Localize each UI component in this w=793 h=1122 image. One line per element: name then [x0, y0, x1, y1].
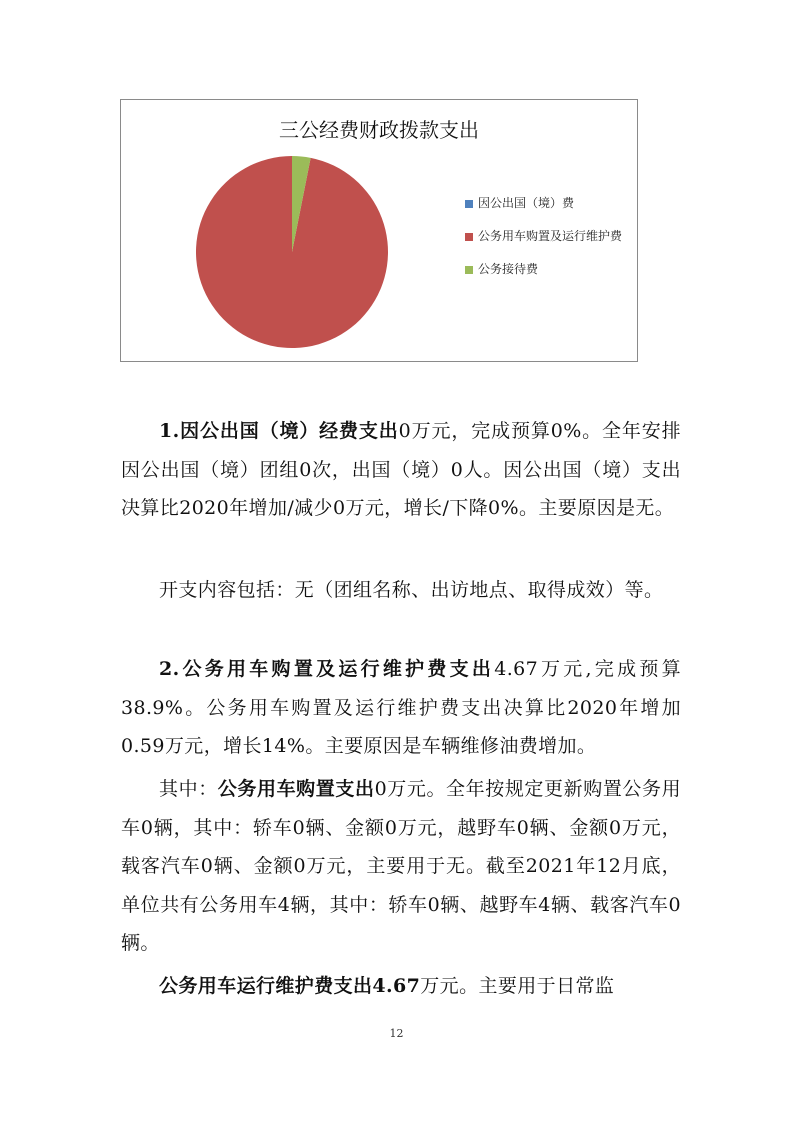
chart-title: 三公经费财政拨款支出	[279, 118, 479, 142]
legend-swatch-reception	[465, 266, 473, 274]
paragraph-vehicle	[121, 650, 681, 766]
paragraph-vehicle-text: 4.67万元,完成预算38.9%。公务用车购置及运行维护费支出决算比2020年增加0.59万元，增长14%。主要原因是车辆维修油费增加。	[121, 658, 681, 757]
paragraph-vehicle-maintenance	[121, 967, 681, 1006]
legend-label-vehicle: 公务用车购置及运行维护费	[478, 229, 623, 243]
paragraph-vehicle-maintenance-text: 万元。主要用于日常监	[420, 975, 615, 997]
legend-label-reception: 公务接待费	[478, 262, 539, 276]
heading-vehicle-maintenance: 公务用车运行维护费支出4.67	[159, 975, 421, 997]
paragraph-overseas	[121, 412, 681, 528]
heading-vehicle-purchase: 公务用车购置支出	[217, 778, 375, 800]
page-number: 12	[389, 1027, 404, 1040]
paragraph-vehicle-purchase-prefix: 其中：	[159, 778, 218, 800]
pie-chart	[120, 99, 638, 362]
legend-label-overseas: 因公出国（境）费	[478, 196, 575, 210]
chart-legend	[465, 196, 635, 295]
legend-item-vehicle	[465, 229, 635, 244]
legend-swatch-overseas	[465, 200, 473, 208]
heading-vehicle: 2.公务用车购置及运行维护费支出	[159, 658, 495, 680]
paragraph-overseas-text: 0万元，完成预算0%。全年安排因公出国（境）团组0次，出国（境）0人。因公出国（境）支出决算比2020年增加/减少0万元，增长/下降0%。主要原因是无。	[121, 420, 681, 519]
paragraph-vehicle-purchase	[121, 770, 681, 963]
paragraph-vehicle-purchase-text: 0万元。全年按规定更新购置公务用车0辆，其中：轿车0辆、金额0万元，越野车0辆、金额0万元，载客汽车0辆、金额0万元，主要用于无。截至2021年12月底，单位共有公务用车4辆，其中：轿车0辆、越野车4辆、载客汽车0辆。	[121, 778, 682, 954]
legend-item-overseas	[465, 196, 635, 211]
heading-overseas: 1.因公出国（境）经费支出	[159, 420, 399, 442]
paragraph-expense-content-text: 开支内容包括：无（团组名称、出访地点、取得成效）等。	[159, 579, 664, 601]
legend-swatch-vehicle	[465, 233, 473, 241]
paragraph-expense-content	[121, 571, 681, 610]
legend-item-reception	[465, 262, 635, 277]
